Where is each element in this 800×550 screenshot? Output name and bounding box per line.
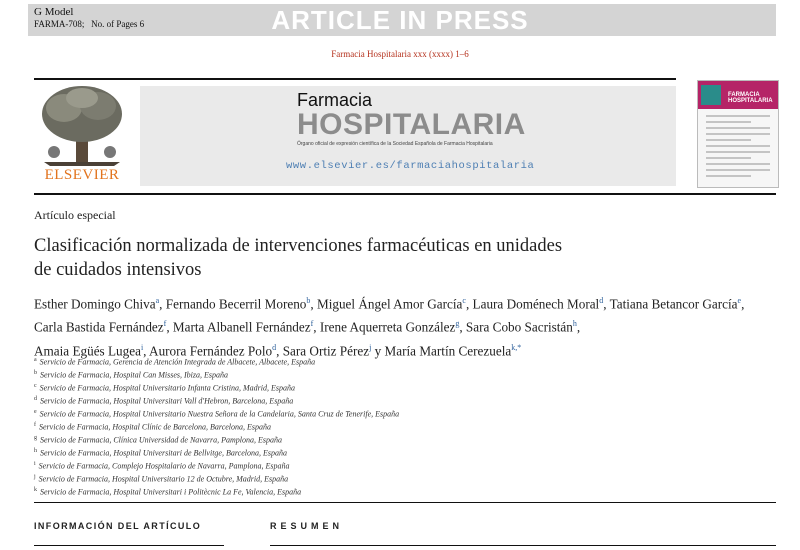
elsevier-wordmark: ELSEVIER bbox=[44, 167, 120, 183]
author-name[interactable]: Sara Ortiz Pérez bbox=[282, 343, 370, 359]
affiliation-text: Servicio de Farmacia, Clínica Universidad de Navarra, Pamplona, España bbox=[40, 435, 282, 445]
author-affiliation-marker[interactable]: d bbox=[272, 342, 277, 352]
section-heading-info: INFORMACIÓN DEL ARTÍCULO bbox=[34, 521, 202, 531]
affiliation-item bbox=[34, 355, 594, 368]
affiliation-text: Servicio de Farmacia, Hospital Universitari Vall d'Hebron, Barcelona, España bbox=[40, 396, 294, 406]
author-name[interactable]: Irene Aquerreta González bbox=[319, 319, 456, 335]
author-affiliation-marker[interactable]: k,* bbox=[511, 342, 522, 352]
author-affiliation-marker[interactable]: i bbox=[140, 342, 144, 352]
header-rule-bottom bbox=[34, 193, 776, 195]
info-rule bbox=[34, 545, 224, 546]
author-affiliation-marker[interactable]: f bbox=[163, 319, 167, 329]
journal-name-hospitalaria: HOSPITALARIA bbox=[297, 108, 526, 141]
author-name[interactable]: Aurora Fernández Polo bbox=[149, 343, 273, 359]
affiliation-marker: d bbox=[34, 395, 37, 402]
author-affiliation-marker[interactable]: c bbox=[462, 296, 466, 305]
affiliation-text: Servicio de Farmacia, Hospital Universitari de Bellvitge, Barcelona, España bbox=[40, 448, 287, 458]
article-title: Clasificación normalizada de intervenciones farmacéuticas en unidades de cuidados intensivos bbox=[34, 236, 563, 280]
affiliation-item bbox=[34, 394, 594, 407]
author-affiliation-marker[interactable]: a bbox=[155, 296, 160, 305]
affiliation-marker: j bbox=[34, 473, 36, 480]
affiliation-item bbox=[34, 433, 594, 446]
cover-text-lines bbox=[706, 115, 770, 181]
author-name[interactable]: Amaia Egüés Lugea bbox=[34, 343, 141, 359]
author-name[interactable]: Miguel Ángel Amor García bbox=[316, 296, 463, 312]
affiliation-item bbox=[34, 368, 594, 381]
affiliation-marker: b bbox=[34, 369, 37, 376]
journal-citation-link[interactable]: Farmacia Hospitalaria xxx (xxxx) 1–6 bbox=[331, 49, 469, 59]
affiliation-marker: a bbox=[34, 357, 37, 363]
article-in-press-banner: ARTICLE IN PRESS bbox=[271, 5, 529, 35]
author-name[interactable]: Fernando Becerril Moreno bbox=[165, 296, 307, 312]
affiliation-marker: f bbox=[34, 421, 36, 428]
affiliation-marker: h bbox=[34, 447, 37, 454]
affiliation-text: Servicio de Farmacia, Hospital Universitari i Politècnic La Fe, Valencia, España bbox=[40, 487, 302, 497]
gmodel-label: G Model bbox=[34, 6, 74, 18]
affiliation-marker: e bbox=[34, 408, 37, 415]
resumen-rule bbox=[270, 545, 776, 546]
author-name[interactable]: Tatiana Betancor García bbox=[609, 296, 738, 312]
author-affiliation-marker[interactable]: d bbox=[599, 296, 604, 305]
affiliation-marker: k bbox=[34, 486, 37, 493]
journal-cover-thumbnail[interactable] bbox=[697, 80, 779, 188]
affiliation-item bbox=[34, 459, 594, 472]
affiliation-list bbox=[34, 355, 594, 497]
section-divider bbox=[34, 502, 776, 503]
affiliation-item bbox=[34, 420, 594, 433]
manuscript-code: FARMA-708; bbox=[34, 19, 85, 29]
author-name[interactable]: Laura Doménech Moral bbox=[472, 296, 600, 312]
affiliation-item bbox=[34, 485, 594, 498]
author-name[interactable]: Sara Cobo Sacristán bbox=[465, 319, 573, 335]
affiliation-marker: g bbox=[34, 434, 37, 441]
affiliation-text: Servicio de Farmacia, Hospital Can Misses, Ibiza, España bbox=[40, 370, 228, 380]
affiliation-item bbox=[34, 407, 594, 420]
affiliation-text: Servicio de Farmacia, Hospital Universitario Nuestra Señora de la Candelaria, Santa Cruz de Tenerife, España bbox=[39, 409, 400, 419]
author-affiliation-marker[interactable]: g bbox=[455, 319, 460, 329]
author-name[interactable]: Marta Albanell Fernández bbox=[172, 319, 311, 335]
affiliation-item bbox=[34, 381, 594, 394]
affiliation-item bbox=[34, 446, 594, 459]
cover-header bbox=[698, 81, 778, 109]
affiliation-marker: c bbox=[34, 382, 37, 389]
author-affiliation-marker[interactable]: f bbox=[310, 319, 314, 329]
author-affiliation-marker[interactable]: h bbox=[572, 319, 577, 329]
affiliation-text: Servicio de Farmacia, Hospital Universitario 12 de Octubre, Madrid, España bbox=[38, 474, 289, 484]
affiliation-text: Servicio de Farmacia, Hospital Clínic de Barcelona, Barcelona, España bbox=[39, 422, 272, 432]
affiliation-text: Servicio de Farmacia, Hospital Universitario Infanta Cristina, Madrid, España bbox=[39, 383, 295, 393]
journal-name-farmacia: Farmacia bbox=[297, 90, 373, 110]
affiliation-item bbox=[34, 472, 594, 485]
header-rule-top bbox=[34, 78, 676, 80]
author-name[interactable]: Esther Domingo Chiva bbox=[34, 296, 156, 312]
affiliation-text: Servicio de Farmacia, Gerencia de Atención Integrada de Albacete, Albacete, España bbox=[39, 357, 316, 367]
author-name[interactable]: María Martín Cerezuela bbox=[384, 343, 512, 359]
cover-logo-icon bbox=[701, 85, 721, 105]
article-type: Artículo especial bbox=[34, 208, 116, 222]
author-name[interactable]: Carla Bastida Fernández bbox=[34, 319, 164, 335]
cover-title: FARMACIA HOSPITALARIA bbox=[728, 92, 773, 104]
page-count: No. of Pages 6 bbox=[91, 19, 145, 29]
journal-url-link[interactable]: www.elsevier.es/farmaciahospitalaria bbox=[286, 160, 535, 172]
author-affiliation-marker[interactable]: b bbox=[306, 296, 311, 305]
section-heading-resumen: RESUMEN bbox=[270, 521, 344, 531]
affiliation-marker: i bbox=[34, 460, 36, 467]
author-list: Esther Domingo Chiva$^a$, Fernando Becerril Moreno$^b$, Miguel Ángel Amor García$^c$, Laura Doménech Moral$^d$, Tatiana Betancor García$^e$, Carla Bastida Fernández$^f$, Marta Albanell Fernández$^f$, Irene Aquerreta González$^g$, Sara Cobo Sacristán$^h$, Amaia Egüés Lugea$^i$, Aurora Fernández Polo$^d$, Sara Ortiz Pérez$^j$ y María Martín Cerezuela$^{k,*}$ bbox=[34, 296, 745, 359]
author-affiliation-marker[interactable]: j bbox=[369, 342, 372, 352]
journal-subtitle: Órgano oficial de expresión científica de la Sociedad Española de Farmacia Hospitalaria bbox=[297, 141, 493, 147]
author-affiliation-marker[interactable]: e bbox=[737, 296, 742, 305]
affiliation-text: Servicio de Farmacia, Complejo Hospitalario de Navarra, Pamplona, España bbox=[38, 461, 290, 471]
